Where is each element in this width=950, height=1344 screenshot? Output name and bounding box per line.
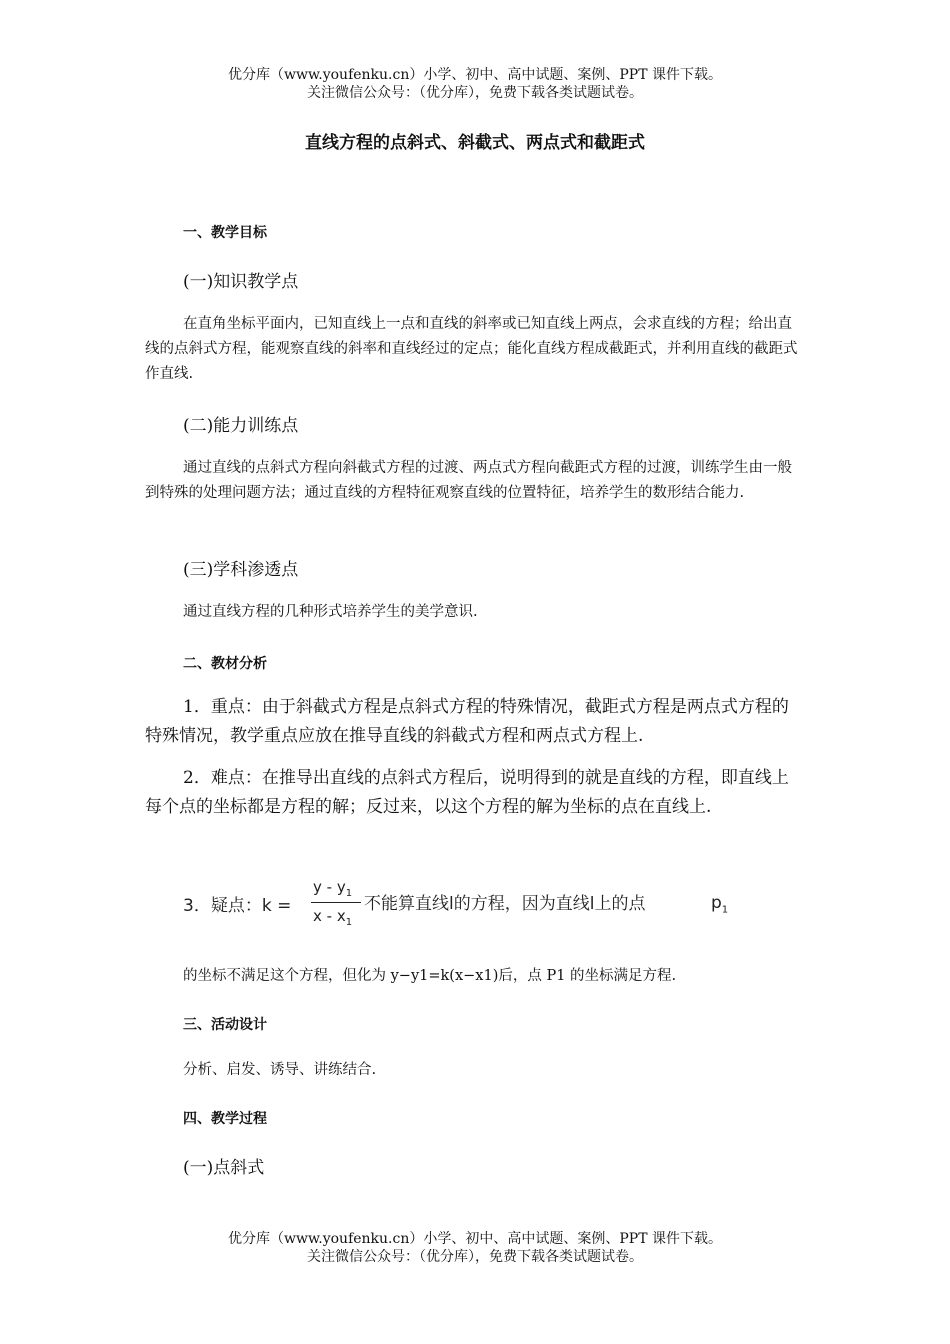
section-heading-material-analysis: 二、教材分析 <box>183 656 267 672</box>
subheading-point-slope-form: (一)点斜式 <box>183 1158 265 1178</box>
footer-line-2: 关注微信公众号：（优分库），免费下载各类试题试卷。 <box>307 1249 643 1265</box>
formula-fraction-bar <box>311 902 361 903</box>
formula-numerator: y - $y_1$ <box>313 878 353 899</box>
formula-prefix: 3．疑点：k = <box>183 896 292 916</box>
formula-denominator: x - $x_1$ <box>313 907 353 928</box>
paragraph-formula-continuation: 的坐标不满足这个方程，但化为 y−y1=k(x−x1)后，点 P1 的坐标满足方程. <box>183 968 677 984</box>
section-heading-activity-design: 三、活动设计 <box>183 1017 267 1033</box>
header-line-2: 关注微信公众号：（优分库），免费下载各类试题试卷。 <box>307 85 643 101</box>
formula-suffix: 不能算直线l的方程，因为直线l上的点 <box>364 894 646 914</box>
paragraph-key-points: 1．重点：由于斜截式方程是点斜式方程的特殊情况，截距式方程是两点式方程的特殊情况，教学重点应放在推导直线的斜截式方程和两点式方程上. <box>145 697 789 746</box>
subheading-subject-infiltration: (三)学科渗透点 <box>183 560 299 580</box>
subheading-ability-training: (二)能力训练点 <box>183 416 299 436</box>
paragraph-difficult-points: 2．难点：在推导出直线的点斜式方程后，说明得到的就是直线的方程，即直线上每个点的坐标都是方程的解；反过来，以这个方程的解为坐标的点在直线上. <box>145 768 789 817</box>
paragraph-subject-infiltration: 通过直线方程的几种形式培养学生的美学意识. <box>183 604 478 620</box>
paragraph-activity-design: 分析、启发、诱导、讲练结合. <box>183 1062 377 1078</box>
formula-point-p1: $p_1$ <box>711 893 729 916</box>
paragraph-ability-training: 通过直线的点斜式方程向斜截式方程的过渡、两点式方程向截距式方程的过渡，训练学生由一般到特殊的处理问题方法；通过直线的方程特征观察直线的位置特征，培养学生的数形结合能力. <box>145 460 792 501</box>
section-heading-teaching-goals: 一、教学目标 <box>183 225 267 241</box>
section-heading-teaching-process: 四、教学过程 <box>183 1111 267 1127</box>
document-title: 直线方程的点斜式、斜截式、两点式和截距式 <box>305 133 645 153</box>
paragraph-knowledge-points: 在直角坐标平面内，已知直线上一点和直线的斜率或已知直线上两点，会求直线的方程；给出直线的点斜式方程，能观察直线的斜率和直线经过的定点；能化直线方程成截距式，并利用直线的截距式作直线. <box>145 316 798 382</box>
header-line-1: 优分库（www.youfenku.cn）小学、初中、高中试题、案例、PPT 课件下载。 <box>227 67 722 83</box>
footer-line-1: 优分库（www.youfenku.cn）小学、初中、高中试题、案例、PPT 课件下载。 <box>227 1231 722 1247</box>
subheading-knowledge-points: (一)知识教学点 <box>183 272 299 292</box>
